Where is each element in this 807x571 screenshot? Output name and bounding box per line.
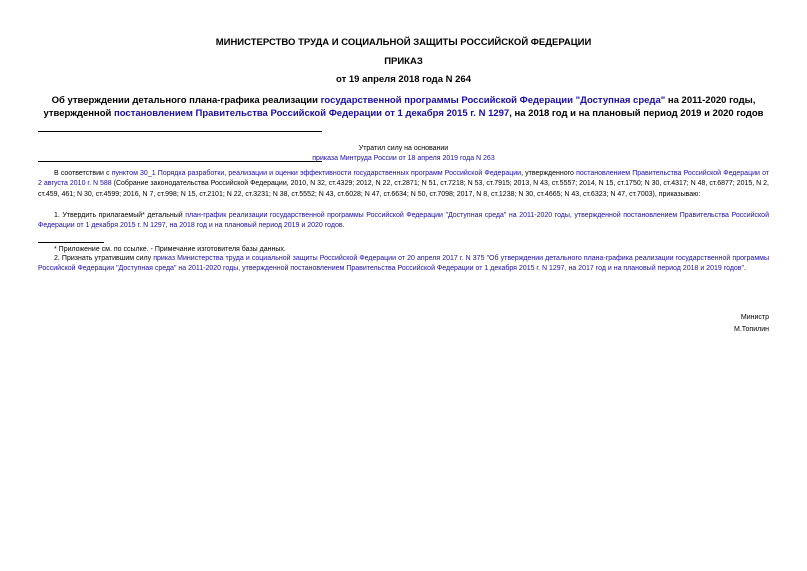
- repeal-order-link[interactable]: приказа Минтруда России от 18 апреля 2019 года N 263: [312, 155, 495, 162]
- ministry-heading: МИНИСТЕРСТВО ТРУДА И СОЦИАЛЬНОЙ ЗАЩИТЫ РОССИЙСКОЙ ФЕДЕРАЦИИ: [215, 37, 592, 48]
- title-text: на 2011-2020 годы, утвержденной: [43, 95, 756, 119]
- paragraph-text: 2. Признать утратившим силу: [54, 255, 154, 262]
- divider: [38, 161, 322, 162]
- paragraph-text: .: [744, 265, 746, 273]
- paragraph-text: 1. Утвердить прилагаемый* детальный: [54, 212, 186, 219]
- plan-schedule-link[interactable]: план-график реализации государственной программы Российской Федерации "Доступная среда" на 2011-2020 годы, утвержденной постановлением Правительства Российской Федерации от 1 декабря 2015 г. N 1297, на 2018 год и на плановый период 2019 и 2020 годов: [38, 212, 769, 230]
- paragraph-text: .: [342, 222, 345, 230]
- repealed-order-link[interactable]: приказ Министерства труда и социальной защиты Российской Федерации от 20 апреля 2017 г. N 375 "Об утверждении детального плана-графика реализации государственной программы Российской Федерации "Доступная среда" на 2011-2020 годы, утвержденной постановлением Правительства Российской Федерации от 1 декабря 2015 г. N 1297, на 2017 год и на плановый период 2018 и 2019 годов": [38, 255, 769, 273]
- procedure-link[interactable]: пунктом 30_1 Порядка разработки, реализации и оценки эффективности государственных программ Российской Федерации: [111, 170, 522, 177]
- paragraph-item-2: [38, 254, 769, 275]
- status-note-link-line: [150, 153, 657, 165]
- document-title: [30, 94, 777, 120]
- divider: [38, 131, 322, 132]
- signature-name: М.Топилин: [734, 326, 769, 333]
- paragraph-preamble: [38, 169, 769, 200]
- paragraph-text: , утвержденного: [521, 170, 577, 177]
- status-note: Утратил силу на основании: [358, 145, 449, 152]
- footnote: * Приложение см. по ссылке. - Примечание изготовителя базы данных.: [54, 246, 286, 253]
- program-link[interactable]: государственной программы Российской Федерации "Доступная среда": [320, 95, 666, 106]
- resolution-588-link[interactable]: постановлением Правительства Российской Федерации от 2 августа 2010 г. N 588: [38, 170, 770, 188]
- resolution-link[interactable]: постановлением Правительства Российской Федерации от 1 декабря 2015 г. N 1297: [114, 108, 510, 119]
- paragraph-text: (Собрание законодательства Российской Федерации, 2010, N 32, ст.4329; 2012, N 22, ст.2871; N 51, ст.7218; N 53, ст.7915; 2013, N 43, ст.5557; 2014, N 15, ст.1750; N 30, ст.4317; N 48, ст.6877; 2015, N 2, ст.459, 461; N 30, ст.4599; 2016, N 7, ст.998; N 15, ст.2101; N 22, ст.3231; N 38, ст.5552; N 43, ст.6028; N 47, ст.6634; N 50, ст.7098; 2017, N 8, ст.1238; N 30, ст.4665; N 43, ст.6323; N 47, ст.7003), приказываю:: [38, 180, 769, 198]
- footnote-divider: [38, 242, 104, 243]
- paragraph-text: В соответствии с: [54, 170, 112, 177]
- title-text: , на 2018 год и на плановый период 2019 и 2020 годов: [509, 108, 764, 119]
- doc-type-heading: ПРИКАЗ: [384, 56, 423, 67]
- date-number-heading: от 19 апреля 2018 года N 264: [336, 74, 471, 85]
- title-text: Об утверждении детального плана-графика реализации: [51, 95, 321, 106]
- paragraph-item-1: [38, 211, 769, 232]
- signature-position: Министр: [740, 314, 769, 321]
